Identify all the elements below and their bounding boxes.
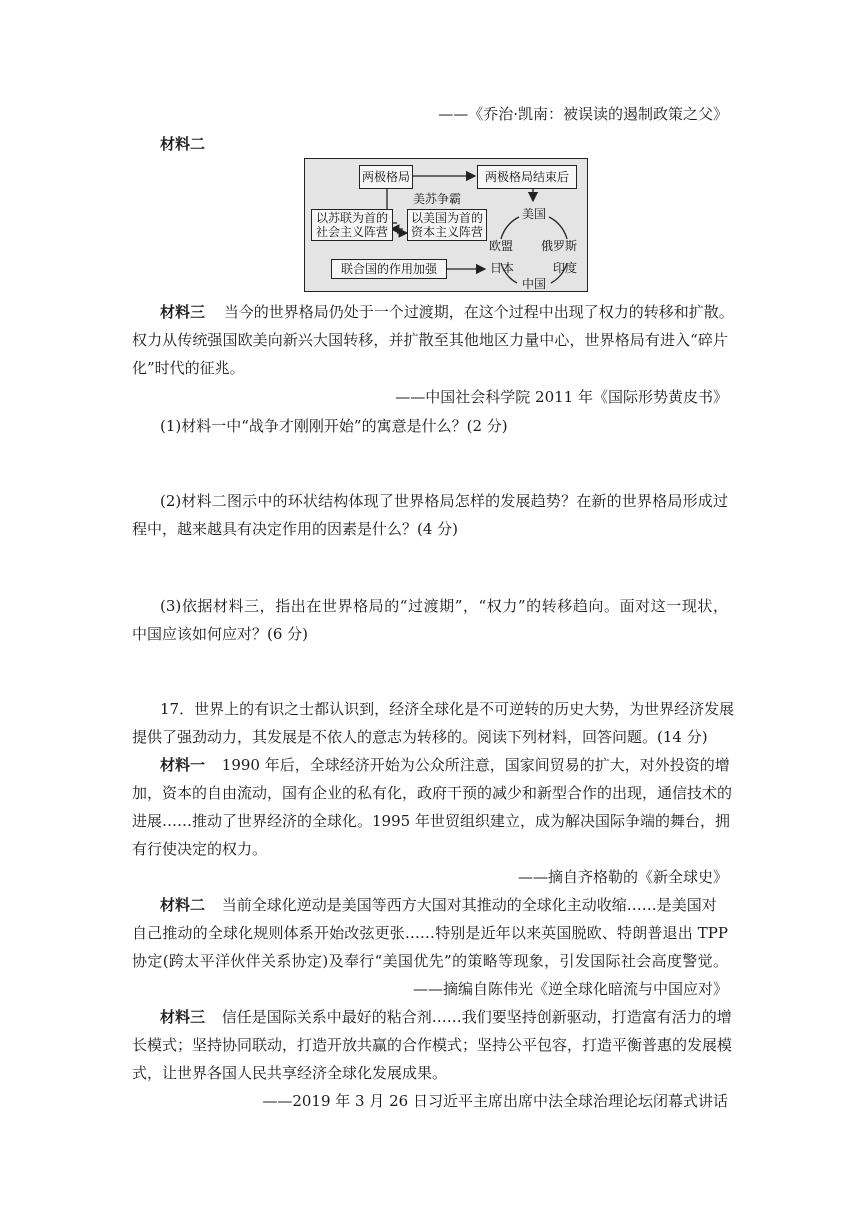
ring-arc-1 bbox=[501, 217, 519, 239]
box-soviet-camp bbox=[311, 209, 393, 241]
question-1: (1)材料一中“战争才刚刚开始”的寓意是什么？(2 分) bbox=[160, 417, 508, 435]
q17-material1-line1-text: 1990 年后，全球经济开始为公众所注意，国家间贸易的扩大，对外投资的增 bbox=[221, 756, 730, 774]
q17-material3-label: 材料三 bbox=[160, 1008, 206, 1026]
box-bipolar bbox=[359, 165, 413, 189]
q17-material2-label: 材料二 bbox=[160, 896, 206, 914]
ring-node-india: 印度 bbox=[553, 261, 578, 275]
q17-material2-line1 bbox=[160, 895, 728, 915]
question-2-line1: (2)材料二图示中的环状结构体现了世界格局怎样的发展趋势？在新的世界格局形成过 bbox=[160, 492, 728, 510]
us-camp-line2: 资本主义阵营 bbox=[410, 225, 483, 239]
q17-material1-line1 bbox=[160, 755, 728, 775]
ring-node-russia: 俄罗斯 bbox=[541, 239, 578, 253]
box-un-role bbox=[331, 259, 447, 279]
material3-line1-text: 当今的世界格局仍处于一个过渡期，在这个过程中出现了权力的转移和扩散。 bbox=[223, 303, 734, 321]
material3-source: ——中国社会科学院 2011 年《国际形势黄皮书》 bbox=[395, 388, 728, 406]
box-bipolar-end bbox=[477, 165, 577, 189]
ring-node-europe: 欧盟 bbox=[489, 239, 514, 253]
question-17-line2: 提供了强劲动力，其发展是不依人的意志为转移的。阅读下列材料，回答问题。(14 分) bbox=[132, 728, 708, 746]
box-us-camp bbox=[407, 209, 487, 241]
question-2-line2: 程中，越来越具有决定作用的因素是什么？(4 分) bbox=[132, 520, 459, 538]
q17-material3-line1 bbox=[160, 1007, 732, 1027]
soviet-camp-line1: 以苏联为首的 bbox=[315, 211, 388, 225]
question-3-line2: 中国应该如何应对？(6 分) bbox=[132, 625, 309, 643]
material3-label: 材料三 bbox=[160, 303, 206, 321]
q17-material1-line4: 有行使决定的权力。 bbox=[132, 840, 268, 858]
question-3-line1: (3)依据材料三，指出在世界格局的“过渡期”，“权力”的转移趋向。面对这一现状， bbox=[160, 597, 728, 615]
box-un-role-text: 联合国的作用加强 bbox=[340, 262, 437, 276]
material3-line1 bbox=[160, 302, 734, 322]
q17-material1-source: ——摘自齐格勒的《新全球史》 bbox=[517, 868, 728, 886]
q17-material2-line2: 自己推动的全球化规则体系开始改弦更张……特别是近年以来英国脱欧、特朗普退出 TPP bbox=[132, 924, 728, 942]
q17-material3-line3: 式，让世界各国人民共享经济全球化发展成果。 bbox=[132, 1064, 448, 1082]
soviet-camp-line2: 社会主义阵营 bbox=[315, 225, 388, 239]
material1-source: ——《乔治·凯南：被误读的遏制政策之父》 bbox=[438, 105, 728, 123]
q17-material3-line2: 长模式；坚持协同联动，打造开放共赢的合作模式；坚持公平包容，打造平衡普惠的发展模 bbox=[132, 1036, 733, 1054]
material3-line3: 化”时代的征兆。 bbox=[132, 359, 245, 377]
ring-node-china: 中国 bbox=[522, 277, 547, 291]
q17-material3-line1-text: 信任是国际关系中最好的粘合剂……我们要坚持创新驱动，打造富有活力的增 bbox=[221, 1008, 732, 1026]
q17-material1-line2: 加，资本的自由流动，国有企业的私有化，政府干预的减少和新型合作的出现，通信技术的 bbox=[132, 784, 733, 802]
box-bipolar-text: 两极格局 bbox=[361, 170, 410, 184]
q17-material2-line3: 协定(跨太平洋伙伴关系协定)及奉行“美国优先”的策略等现象，引发国际社会高度警觉。 bbox=[132, 952, 728, 970]
box-bipolar-end-text: 两极格局结束后 bbox=[484, 170, 569, 184]
label-rivalry: 美苏争霸 bbox=[413, 192, 462, 206]
q17-material2-line1-text: 当前全球化逆动是美国等西方大国对其推动的全球化主动收缩……是美国对 bbox=[221, 896, 717, 914]
world-pattern-diagram bbox=[304, 158, 588, 292]
ring-node-usa: 美国 bbox=[522, 207, 547, 221]
us-camp-line1: 以美国为首的 bbox=[410, 211, 483, 225]
ring-node-japan: 日本 bbox=[490, 261, 515, 275]
question-17-line1: 17．世界上的有识之士都认识到，经济全球化是不可逆转的历史大势，为世界经济发展 bbox=[160, 700, 735, 718]
material2-label: 材料二 bbox=[160, 135, 206, 153]
q17-material3-source: ——2019 年 3 月 26 日习近平主席出席中法全球治理论坛闭幕式讲话 bbox=[262, 1092, 728, 1110]
q17-material1-label: 材料一 bbox=[160, 756, 206, 774]
q17-material1-line3: 进展……推动了世界经济的全球化。1995 年世贸组织建立，成为解决国际争端的舞台，拥 bbox=[132, 812, 730, 830]
q17-material2-source: ——摘编自陈伟光《逆全球化暗流与中国应对》 bbox=[412, 980, 728, 998]
material3-line2: 权力从传统强国欧美向新兴大国转移，并扩散至其他地区力量中心，世界格局有进入“碎片 bbox=[132, 331, 728, 349]
ring-arc-2 bbox=[549, 217, 567, 239]
